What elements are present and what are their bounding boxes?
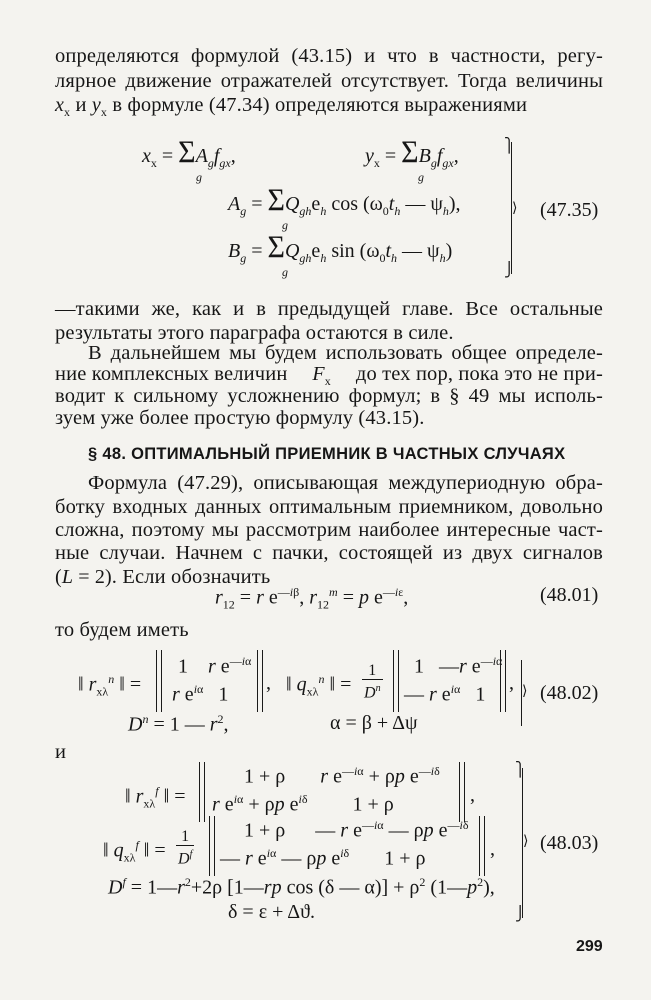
matrix-bar [204,762,205,822]
formula: ‖ $q_{x\lambda}^n$ ‖ = [286,672,352,699]
text-line: результаты этого параграфа остаются в силе. [55,322,454,344]
brace-mid: ⟩ [522,684,528,699]
formula: ‖ $r_{x\lambda}^n$ ‖ = [78,672,142,699]
formula: $B_g = \Sigma Q_{gh}e_h$ $\sin (\omega_0t_h$ — $\psi_h$) [228,230,453,265]
matrix-row: — r $e^{i\alpha}$ — ρp $e^{i\delta}$ 1 + ρ [220,846,426,870]
text-line: лярное движение отражателей отсутствует. Тогда величины [55,70,603,92]
brace-tip: ⎭ [504,263,515,278]
text-line: сложна, поэтому мы рассмотрим наиболее интересные част- [55,519,603,541]
text-line: $x_x$ и $y_x$ в формуле (47.34) определяются выражениями [55,94,528,119]
matrix-row: r $e^{i\alpha} + \rho p$ $e^{i\delta}$ 1 + ρ [212,792,394,816]
matrix-bar [214,816,215,876]
matrix-bar [262,650,263,712]
formula: $y_x = \Sigma B_gf_{gx}$, [365,135,459,170]
matrix-row: r $e^{i\alpha}$ 1 [172,682,229,706]
formula: , [470,784,475,806]
equation-number: (47.35) [540,199,599,221]
text-line: определяются формулой (43.15) и что в частности, регу- [55,45,603,67]
formula-index: g [282,218,288,232]
formula: , [266,672,271,694]
matrix-bar [393,650,394,712]
matrix-bar [500,650,501,712]
formula-index: g [418,170,424,184]
formula: $r_{12} = r$ $e^{—i\beta}$, $r_{12}^m = p$ $e^{—i\varepsilon}$, [215,585,409,612]
text-line: и [55,741,67,763]
matrix-bar [484,816,485,876]
equation-number: (48.03) [540,832,599,854]
matrix-bar [398,650,399,712]
matrix-row: 1 + ρ r $e^{—i\alpha} + \rho p$ $e^{—i\delta}$ [244,764,440,788]
matrix-row: — r $e^{i\alpha}$ 1 [404,682,486,706]
brace-tip: ⎫ [515,763,526,778]
matrix-row: 1 r $e^{—i\alpha}$ [178,654,252,678]
matrix-bar [459,762,460,822]
equation-number: (48.02) [540,682,599,704]
fraction: $\frac{1}{D^f}$ [178,828,193,868]
brace-mid: ⟩ [523,834,529,849]
formula: ‖ $q_{x\lambda}^f$ ‖ = [103,838,166,865]
formula: ‖ $r_{x\lambda}^f$ ‖ = [125,784,186,811]
text-line: ние комплексных величин $F_x$ до тех пор, пока это не при- [55,363,603,388]
matrix-bar [156,650,157,712]
brace-tip: ⎭ [515,907,526,922]
formula: $D^f$ = $1—r^2+2\rho$ [1—rp cos (δ — $\alpha)] + \rho^2$ $(1—p^2)$, [108,875,495,899]
matrix-bar [505,650,506,712]
equation-number: (48.01) [540,584,599,606]
page-number: 299 [576,938,603,955]
fraction: $\frac{1}{D^n}$ [364,662,381,702]
brace-mid: ⟩ [512,201,518,216]
section-heading: § 48. ОПТИМАЛЬНЫЙ ПРИЕМНИК В ЧАСТНЫХ СЛУЧАЯХ [88,445,566,463]
matrix-bar [199,762,200,822]
text-line: (L = 2). Если обозначить [55,566,271,588]
text-line: ные случаи. Начнем с пачки, состоящей из двух сигналов [55,542,603,564]
formula: α = β + Δψ [330,712,418,734]
formula: , [490,838,495,860]
formula-index: g [282,265,288,279]
text-line: Формула (47.29), описывающая междупериодную обра- [88,472,603,494]
matrix-bar [479,816,480,876]
text-line: водит к сильному усложнению формул; в § 49 мы исполь- [55,385,603,407]
matrix-bar [161,650,162,712]
matrix-bar [464,762,465,822]
text-line: зуем уже более простую формулу (43.15). [55,407,425,429]
text-line: В дальнейшем мы будем использовать общее определе- [88,342,603,364]
formula: $D^n = 1$ — $r^2$, [128,712,229,736]
brace-tip: ⎫ [504,139,515,154]
text-line: —такими же, как и в предыдущей главе. Все остальные [55,298,603,320]
matrix-bar [209,816,210,876]
formula-index: g [196,170,202,184]
formula: , [509,672,514,694]
formula: $A_g = \Sigma Q_{gh}e_h$ $\cos (\omega_0t_h$ — $\psi_h$), [228,183,461,218]
matrix-row: 1 + ρ — r $e^{—i\alpha}$ — ρp $e^{—i\delta}$ [244,818,469,842]
matrix-bar [257,650,258,712]
text-line: ботку входных данных оптимальным приемником, довольно [55,496,603,518]
formula: $x_x = \Sigma A_gf_{gx}$, [142,135,236,170]
text-line: то будем иметь [55,619,189,641]
matrix-row: 1 —r $e^{—i\alpha}$ [414,654,503,678]
formula: δ = ε + Δϑ. [228,901,316,923]
